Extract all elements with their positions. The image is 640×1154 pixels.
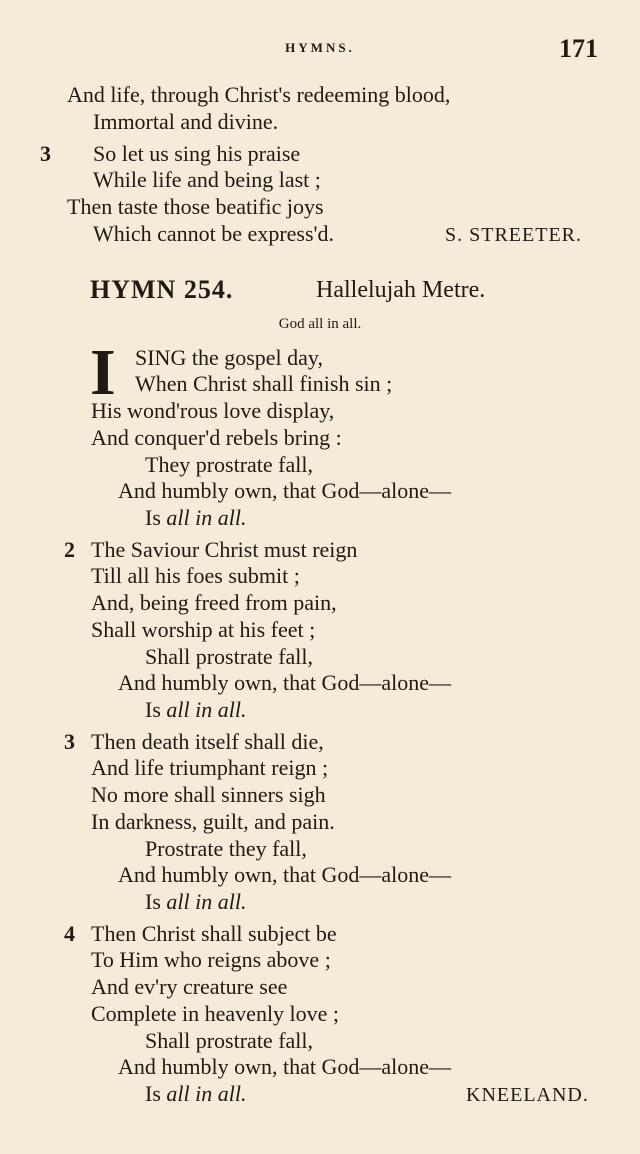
verse-line: In darkness, guilt, and pain. bbox=[91, 809, 335, 834]
verse-number: 3 bbox=[64, 729, 75, 754]
page-number: 171 bbox=[559, 34, 598, 63]
verse-line: So let us sing his praise bbox=[93, 141, 301, 166]
verse-line: And humbly own, that God—alone— bbox=[118, 862, 452, 887]
verse-line: And ev'ry creature see bbox=[91, 974, 288, 999]
refrain-is: Is bbox=[145, 889, 161, 914]
verse-line: SING the gospel day, bbox=[135, 345, 323, 370]
verse-line: When Christ shall finish sin ; bbox=[135, 371, 393, 396]
verse-line: And conquer'd rebels bring : bbox=[91, 425, 342, 450]
verse-line: Shall prostrate fall, bbox=[145, 644, 314, 669]
verse-line: While life and being last ; bbox=[93, 167, 321, 192]
verse-line: Till all his foes submit ; bbox=[91, 563, 300, 588]
verse-line: They prostrate fall, bbox=[145, 452, 313, 477]
verse-number: 3 bbox=[40, 141, 51, 166]
refrain-line bbox=[145, 697, 246, 723]
refrain-is: Is bbox=[145, 697, 161, 722]
refrain-emphasis: all in all. bbox=[166, 1081, 247, 1106]
verse-line: Then Christ shall subject be bbox=[91, 921, 337, 946]
verse-line: And humbly own, that God—alone— bbox=[118, 1054, 452, 1079]
verse-line: Then death itself shall die, bbox=[91, 729, 324, 754]
verse-line: Immortal and divine. bbox=[93, 109, 279, 134]
verse-line: Which cannot be express'd. bbox=[93, 221, 334, 246]
running-header: HYMNS. bbox=[285, 40, 355, 55]
verse-line: And humbly own, that God—alone— bbox=[118, 478, 452, 503]
refrain-emphasis: all in all. bbox=[166, 505, 247, 530]
verse-line: His wond'rous love display, bbox=[91, 398, 335, 423]
verse-line: And life, through Christ's redeeming blood, bbox=[67, 82, 451, 107]
author-attribution: KNEELAND. bbox=[466, 1084, 589, 1106]
refrain-emphasis: all in all. bbox=[166, 697, 247, 722]
refrain-is: Is bbox=[145, 505, 161, 530]
verse-line: No more shall sinners sigh bbox=[91, 782, 326, 807]
verse-line: And life triumphant reign ; bbox=[91, 755, 329, 780]
verse-number: 2 bbox=[64, 537, 75, 562]
verse-line: Prostrate they fall, bbox=[145, 836, 307, 861]
drop-cap: I bbox=[90, 336, 116, 409]
verse-line: And, being freed from pain, bbox=[91, 590, 337, 615]
refrain-line bbox=[145, 505, 246, 531]
refrain-is: Is bbox=[145, 1081, 161, 1106]
refrain-line bbox=[145, 889, 246, 915]
verse-line: Shall worship at his feet ; bbox=[91, 617, 316, 642]
refrain-line bbox=[145, 1081, 246, 1107]
verse-line: Then taste those beatific joys bbox=[67, 194, 324, 219]
verse-line: Shall prostrate fall, bbox=[145, 1028, 314, 1053]
author-attribution: S. STREETER. bbox=[445, 224, 583, 246]
verse-line: To Him who reigns above ; bbox=[91, 947, 331, 972]
verse-line: The Saviour Christ must reign bbox=[91, 537, 358, 562]
hymn-number: HYMN 254. bbox=[90, 275, 234, 304]
hymn-metre: Hallelujah Metre. bbox=[316, 277, 486, 303]
refrain-emphasis: all in all. bbox=[166, 889, 247, 914]
verse-line: Complete in heavenly love ; bbox=[91, 1001, 340, 1026]
verse-line: And humbly own, that God—alone— bbox=[118, 670, 452, 695]
verse-number: 4 bbox=[64, 921, 75, 946]
hymn-subtitle: God all in all. bbox=[278, 316, 362, 332]
